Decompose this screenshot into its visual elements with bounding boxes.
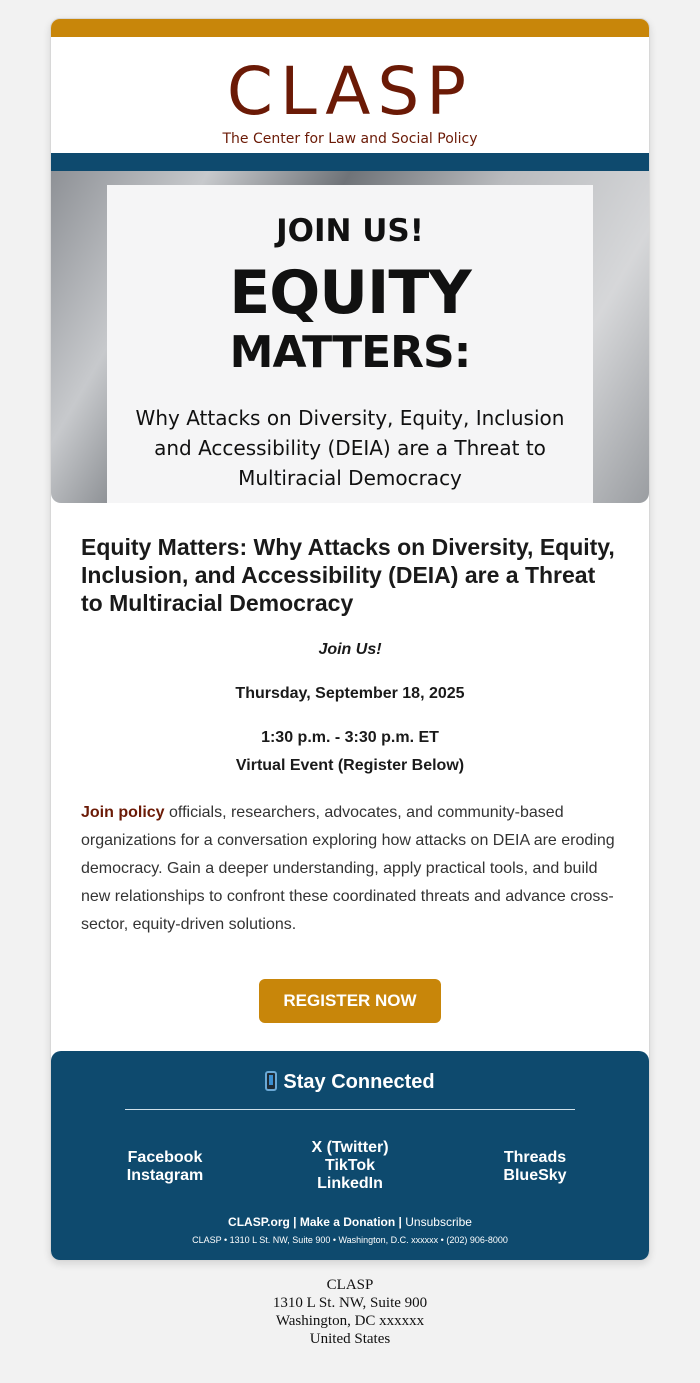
stay-connected-heading <box>51 1071 649 1094</box>
cta-wrapper <box>81 979 619 1023</box>
social-column-right <box>475 1149 595 1185</box>
instagram-link[interactable]: Instagram <box>126 1167 204 1184</box>
logo-tagline: The Center for Law and Social Policy <box>222 131 478 147</box>
event-content <box>51 503 649 1023</box>
postal-line: United States <box>309 1331 391 1347</box>
email-card <box>50 18 650 1261</box>
mobile-phone-icon <box>265 1071 277 1091</box>
social-column-left <box>105 1149 225 1185</box>
hero-banner <box>51 171 649 503</box>
social-column-middle <box>290 1139 410 1193</box>
hero-panel <box>107 185 593 503</box>
clasp-logo[interactable]: CLASP <box>226 53 474 130</box>
postal-line: Washington, DC xxxxxx <box>275 1313 425 1329</box>
postal-line: CLASP <box>326 1277 374 1293</box>
footer-links <box>51 1215 649 1229</box>
register-now-button[interactable]: REGISTER NOW <box>259 979 440 1023</box>
bluesky-link[interactable]: BlueSky <box>503 1167 567 1184</box>
event-time: 1:30 p.m. - 3:30 p.m. ET <box>261 729 439 746</box>
footer-separator: | <box>289 1215 300 1229</box>
facebook-link[interactable]: Facebook <box>127 1149 203 1166</box>
stay-connected-label: Stay Connected <box>283 1071 435 1093</box>
join-us-text: Join Us! <box>318 641 382 658</box>
event-venue: Virtual Event (Register Below) <box>235 757 465 774</box>
tiktok-link[interactable]: TikTok <box>324 1157 376 1174</box>
make-donation-link[interactable]: Make a Donation <box>299 1215 396 1229</box>
unsubscribe-link[interactable]: Unsubscribe <box>405 1215 472 1229</box>
event-date: Thursday, September 18, 2025 <box>235 685 465 702</box>
linkedin-link[interactable]: LinkedIn <box>317 1175 383 1192</box>
hero-title-line1: EQUITY <box>229 258 471 328</box>
hero-kicker: JOIN US! <box>276 213 424 249</box>
logo-header <box>51 37 649 153</box>
postal-address <box>0 1276 700 1348</box>
footer-address: CLASP • 1310 L St. NW, Suite 900 • Washington, D.C. xxxxxx • (202) 906-8000 <box>192 1235 508 1245</box>
top-accent-bar <box>51 19 649 37</box>
event-description-text: officials, researchers, advocates, and community-based organizations for a conversation exploring how attacks on DEIA are eroding democracy. Gain a deeper understanding, apply practical tools, and build new relationships to confront these coordinated threats and advance cross-sector, equity-driven solutions. <box>81 804 615 933</box>
join-policy-link[interactable]: Join policy <box>81 804 165 821</box>
postal-line: 1310 L St. NW, Suite 900 <box>272 1295 428 1311</box>
stay-connected-footer <box>51 1051 649 1261</box>
x-twitter-link[interactable]: X (Twitter) <box>311 1139 389 1156</box>
threads-link[interactable]: Threads <box>503 1149 567 1166</box>
hero-subtitle: Why Attacks on Diversity, Equity, Inclusion and Accessibility (DEIA) are a Threat to Multiracial Democracy <box>135 406 565 490</box>
footer-divider <box>125 1109 575 1110</box>
footer-separator: | <box>395 1215 406 1229</box>
event-description <box>81 799 619 939</box>
event-headline: Equity Matters: Why Attacks on Diversity, Equity, Inclusion, and Accessibility (DEIA) are a Threat to Multiracial Democracy <box>81 534 615 616</box>
clasp-org-link[interactable]: CLASP.org <box>228 1215 290 1229</box>
hero-title-line2: MATTERS: <box>229 327 471 378</box>
navy-divider-bar <box>51 153 649 171</box>
